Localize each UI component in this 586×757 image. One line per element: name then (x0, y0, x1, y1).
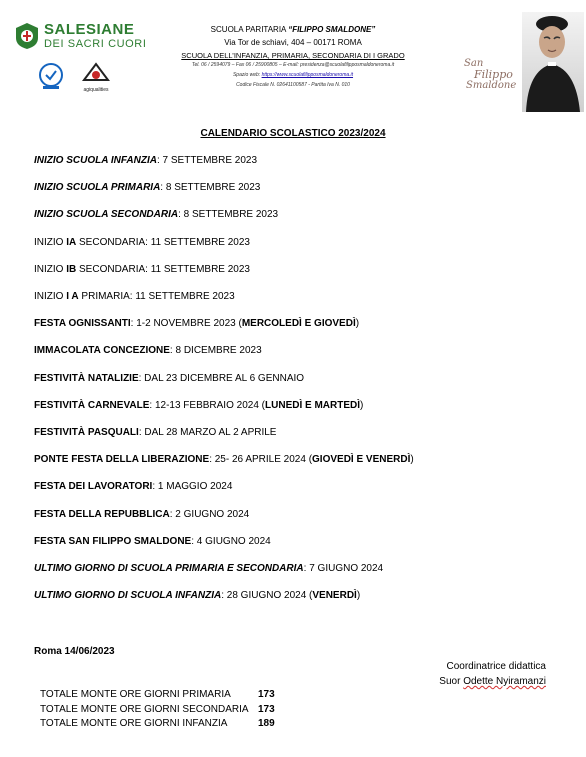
school-levels: SCUOLA DELL’INFANZIA, PRIMARIA, SECONDARIA DI I GRADO (181, 51, 405, 60)
school-contacts: Tel. 06 / 2594079 – Fax 06 / 25900805 – E-mail: presidenza@scuolafilipposmaldoneroma.it (191, 62, 395, 68)
total-row (40, 704, 290, 715)
calendar-entry-part: FESTA DELLA REPUBBLICA (34, 508, 170, 520)
total-value: 189 (258, 718, 275, 729)
calendar-entry (34, 155, 257, 166)
calendar-entry-part: : 28 GIUGNO 2024 ( (221, 590, 313, 602)
calendar-entry (34, 209, 278, 220)
calendar-entry-part: ULTIMO GIORNO DI SCUOLA PRIMARIA E SECONDARIA (34, 563, 304, 574)
agiqualities-logo (80, 62, 112, 92)
calendar-entry (34, 237, 250, 248)
document-title: CALENDARIO SCOLASTICO 2023/2024 (200, 128, 386, 139)
calendar-entry-part: IA (66, 236, 77, 248)
calendar-entry-part: IB (66, 263, 77, 275)
saint-portrait-image (522, 12, 584, 112)
calendar-entry-part: FESTA DEI LAVORATORI (34, 481, 153, 493)
calendar-entry-part: INIZIO SCUOLA INFANZIA (34, 155, 157, 166)
calendar-entry-part: SECONDARIA: 11 SETTEMBRE 2023 (76, 236, 250, 248)
agiqualities-mark-icon (80, 62, 112, 82)
calendar-entry-part: VENERDÌ (312, 590, 357, 602)
calendar-entry-part: FESTA OGNISSANTI (34, 318, 131, 330)
calendar-entry-part: INIZIO (34, 263, 67, 275)
certification-badge-icon (38, 62, 64, 90)
calendar-entry-part: ) (360, 399, 364, 411)
calendar-entry-part: : 8 DICEMBRE 2023 (169, 345, 262, 357)
calendar-entry (34, 400, 363, 411)
total-row (40, 718, 290, 729)
coordinator-name-main: Odette Nyiramanzi (463, 676, 546, 687)
school-address: Via Tor de schiavi, 404 – 00171 ROMA (224, 38, 362, 47)
calendar-entry (34, 318, 359, 329)
calendar-entry-part: INIZIO (34, 236, 67, 248)
calendar-entry-part: IMMACOLATA CONCEZIONE (34, 345, 170, 357)
calendar-entry-part: : 7 SETTEMBRE 2023 (156, 155, 258, 166)
calendar-entry (34, 481, 232, 492)
calendar-entry-part: : 4 GIUGNO 2024 (191, 535, 271, 547)
calendar-entry-part: ) (355, 318, 360, 330)
school-name-italic: “FILIPPO SMALDONE” (288, 25, 376, 34)
san-filippo-signature (458, 58, 522, 96)
school-name (148, 25, 438, 34)
calendar-entry-part: FESTIVITÀ NATALIZIE (34, 372, 139, 384)
calendar-entry-part: MERCOLEDÌ E GIOVEDÌ (241, 318, 356, 330)
calendar-entry-part: GIOVEDÌ E VENERDÌ (312, 454, 411, 466)
school-fiscal: Codice Fiscale N. 02641100587 - Partita Iva N. 010 (236, 82, 350, 88)
calendar-entry-part: FESTIVITÀ PASQUALI (34, 427, 139, 438)
calendar-entry-part: : 12-13 FEBBRAIO 2024 ( (149, 399, 266, 411)
calendar-entry-part: : 7 GIUGNO 2024 (303, 563, 384, 574)
total-label: TOTALE MONTE ORE GIORNI INFANZIA (40, 718, 228, 729)
calendar-entry-part: INIZIO SCUOLA PRIMARIA (34, 182, 161, 194)
coordinator-role: Coordinatrice didattica (446, 661, 546, 672)
calendar-entry (34, 291, 235, 302)
calendar-entry (34, 427, 276, 438)
calendar-entry-part: SECONDARIA: 11 SETTEMBRE 2023 (76, 263, 250, 275)
calendar-entry (34, 345, 262, 356)
total-label: TOTALE MONTE ORE GIORNI PRIMARIA (40, 689, 231, 700)
coordinator-name (420, 676, 546, 687)
calendar-entry (34, 373, 304, 384)
calendar-entry-part: : 8 SETTEMBRE 2023 (160, 182, 261, 194)
calendar-entry-part: PRIMARIA: 11 SETTEMBRE 2023 (78, 291, 235, 302)
signature-line-2: Filippo (474, 68, 513, 81)
calendar-entry-part: LUNEDÌ E MARTEDÌ (265, 399, 361, 411)
total-row (40, 689, 290, 700)
agiqualities-text: agiqualities (83, 87, 109, 93)
calendar-entry (34, 454, 414, 465)
calendar-entry-part: ) (356, 590, 361, 602)
calendar-entry (34, 563, 383, 574)
school-name-prefix: SCUOLA PARITARIA (210, 25, 289, 34)
calendar-entry-part: : DAL 23 DICEMBRE AL 6 GENNAIO (138, 372, 305, 384)
calendar-entry (34, 536, 271, 547)
calendar-entry-part: FESTA SAN FILIPPO SMALDONE (34, 535, 192, 547)
place-date: Roma 14/06/2023 (34, 646, 115, 657)
calendar-entry-part: : 8 SETTEMBRE 2023 (178, 209, 279, 221)
calendar-entry (34, 182, 260, 193)
calendar-entry-part: : 2 GIUGNO 2024 (169, 508, 250, 520)
total-label: TOTALE MONTE ORE GIORNI SECONDARIA (40, 703, 249, 715)
calendar-entry-part: INIZIO (34, 291, 67, 302)
calendar-entry-part: ) (410, 454, 414, 466)
web-link[interactable]: https://www.scuolafilipposmaldoneroma.it (261, 72, 354, 78)
signature-line-1: San (464, 58, 484, 69)
calendar-entry-part: : 1 MAGGIO 2024 (152, 481, 233, 493)
calendar-entry-part: INIZIO SCUOLA SECONDARIA (34, 209, 179, 221)
calendar-entry-part: : 1-2 NOVEMBRE 2023 ( (130, 318, 242, 330)
school-web (148, 72, 438, 78)
calendar-entry (34, 590, 360, 601)
org-subtitle: DEI SACRI CUORI (44, 38, 147, 50)
total-value: 173 (258, 703, 275, 715)
web-label: Spazio web: (232, 72, 262, 78)
org-name: SALESIANE (44, 21, 135, 38)
calendar-entry-part: : DAL 28 MARZO AL 2 APRILE (138, 427, 277, 438)
total-value: 173 (258, 689, 275, 700)
calendar-entry-part: PONTE FESTA DELLA LIBERAZIONE (34, 454, 210, 466)
coordinator-name-prefix: Suor (439, 676, 464, 687)
calendar-entry-part: FESTIVITÀ CARNEVALE (34, 399, 150, 411)
calendar-entry-part: : 25- 26 APRILE 2024 ( (209, 454, 313, 466)
calendar-entry-part: I A (66, 291, 79, 302)
calendar-entry (34, 509, 249, 520)
signature-line-3: Smaldone (466, 80, 517, 91)
calendar-entry (34, 264, 250, 275)
calendar-entry-part: ULTIMO GIORNO DI SCUOLA INFANZIA (34, 590, 222, 602)
salesiane-logo-icon (14, 22, 40, 50)
